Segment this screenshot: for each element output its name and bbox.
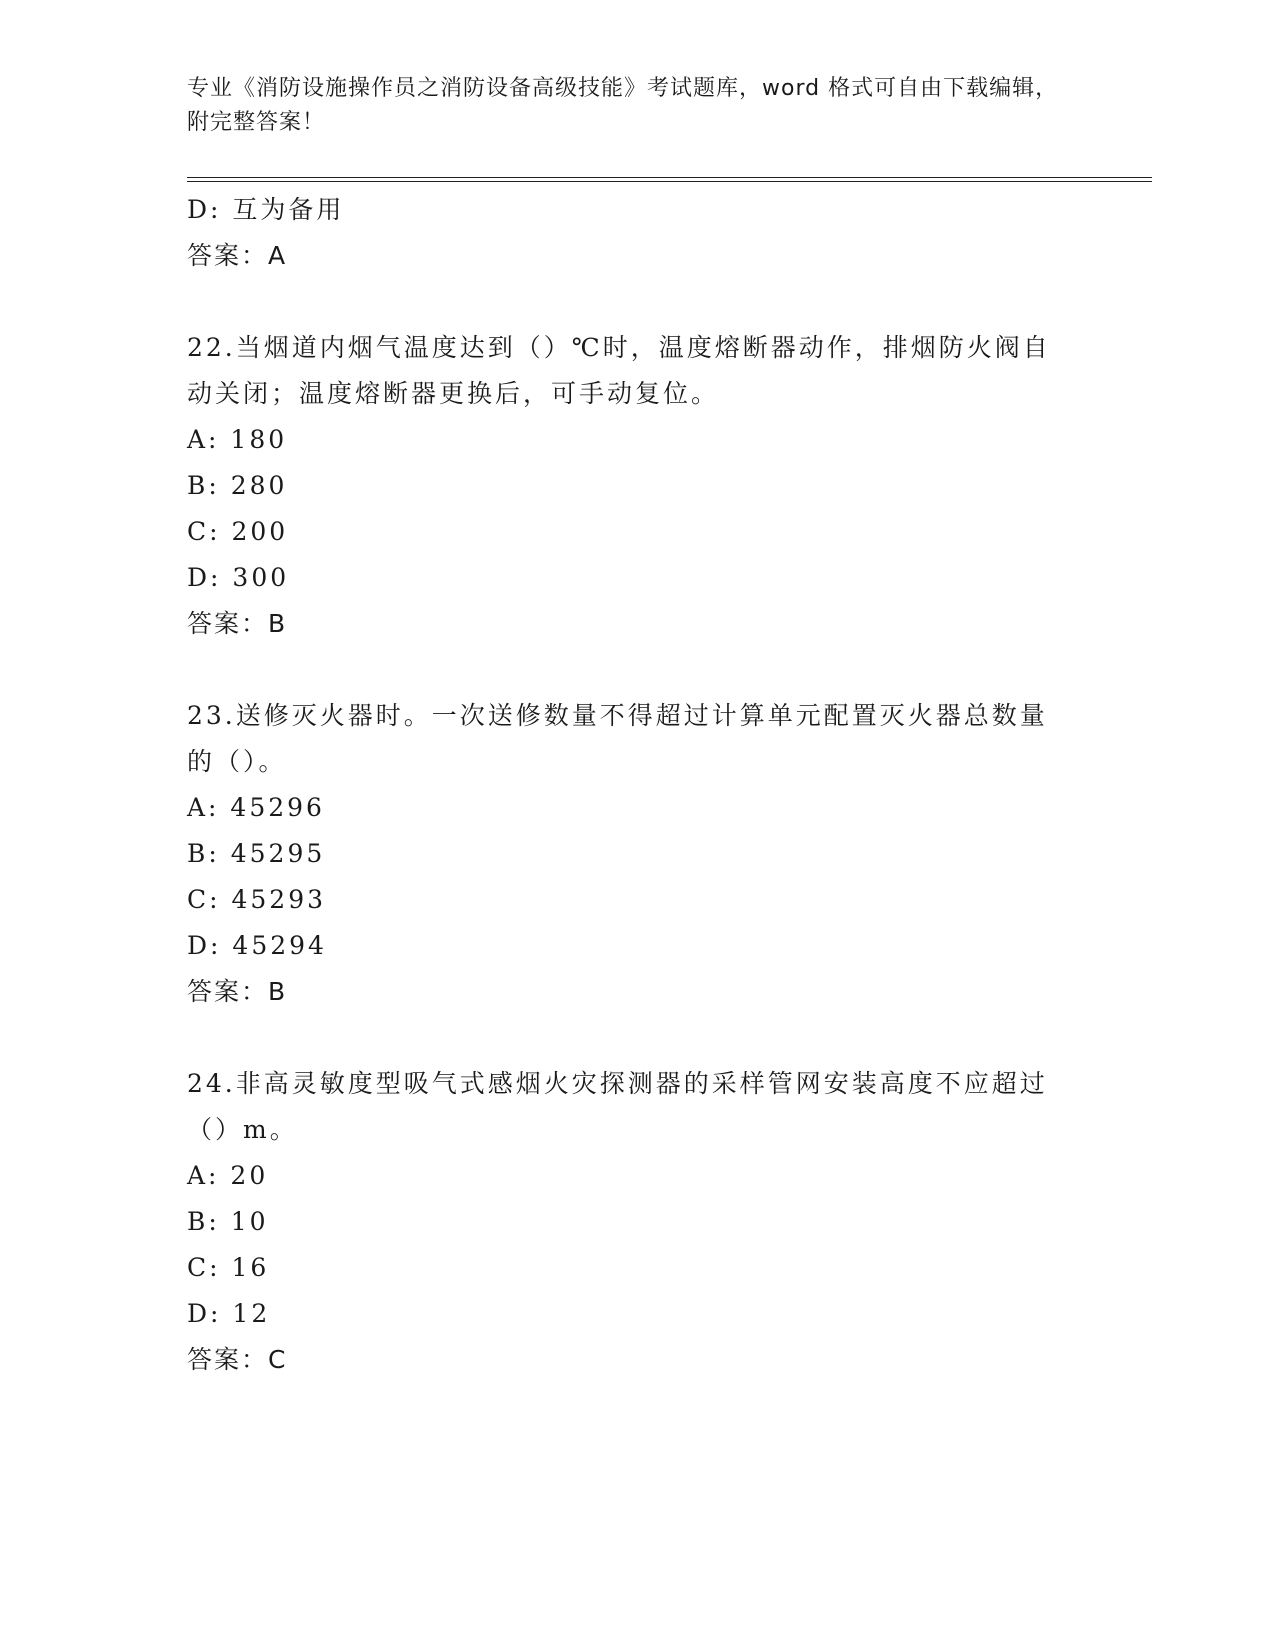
option-c: C: 45293 — [187, 885, 327, 914]
question-stem: 23.送修灭火器时。一次送修数量不得超过计算单元配置灭火器总数量的（）。 — [187, 701, 1048, 776]
answer: 答案：B — [187, 977, 288, 1006]
previous-option-d: D: 互为备用 — [187, 195, 345, 224]
header-divider-bottom — [187, 181, 1152, 182]
header-divider-top — [187, 177, 1152, 178]
page-header: 专业《消防设施操作员之消防设备高级技能》考试题库，word 格式可自由下载编辑，附完整答案！ — [187, 76, 1059, 135]
question-content — [187, 187, 1087, 1383]
spacer — [187, 647, 1087, 693]
option-d: D: 45294 — [187, 931, 327, 960]
question-22 — [187, 325, 1087, 647]
question-23 — [187, 693, 1087, 1015]
answer: 答案：C — [187, 1345, 288, 1374]
question-24 — [187, 1061, 1087, 1383]
option-a: A: 180 — [187, 425, 288, 454]
option-b: B: 10 — [187, 1207, 269, 1236]
spacer — [187, 279, 1087, 325]
option-a: A: 45296 — [187, 793, 325, 822]
question-stem: 24.非高灵敏度型吸气式感烟火灾探测器的采样管网安装高度不应超过（）m。 — [187, 1069, 1048, 1144]
option-b: B: 280 — [187, 471, 288, 500]
previous-answer: 答案：A — [187, 241, 288, 270]
answer: 答案：B — [187, 609, 288, 638]
spacer — [187, 1015, 1087, 1061]
option-b: B: 45295 — [187, 839, 326, 868]
option-c: C: 16 — [187, 1253, 270, 1282]
option-c: C: 200 — [187, 517, 289, 546]
option-a: A: 20 — [187, 1161, 269, 1190]
question-stem: 22.当烟道内烟气温度达到（）℃时，温度熔断器动作，排烟防火阀自动关闭；温度熔断器更换后，可手动复位。 — [187, 333, 1051, 408]
option-d: D: 12 — [187, 1299, 271, 1328]
option-d: D: 300 — [187, 563, 290, 592]
